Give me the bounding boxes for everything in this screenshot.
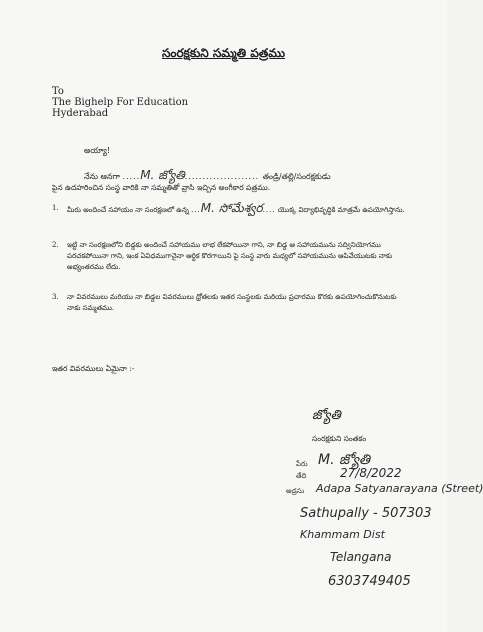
clause-1-pre: మీరు అందించే సహాయం నా సంరక్షణలో ఉన్న [67, 206, 189, 214]
clause-2-text: ఇట్టి నా సంరక్షణలోని బిడ్డకు అందించే సహాయము లాభ లేకపోయినా గాని, నా బిడ్డ ఆ సహాయమును సద్వినియోగము పరచకపోయినా గాని, ఇంక ఏవిధముగానైనా ఆర్థిక కొరగాయిని పై సంస్థ వారు మధ్యలో సహాయమును ఆపివేయుటకు నాకు అభ్యంతరము లేదు. [67, 241, 393, 271]
clause-number: 2. [52, 241, 59, 249]
intro-text: పైన ఉదహరించిన సంస్థ వారికి నా సమ్మతితో వ్రాసి ఇచ్చిన అంగీకార పత్రము. [52, 183, 271, 192]
clause-1: 1. మీరు అందించే సహాయం నా సంరక్షణలో ఉన్న ...M. సోమేశ్వర.... యొక్క విద్యాభివృద్ధికి మాత్రమే ఉపయోగిస్తాను. [52, 201, 405, 215]
clause-number: 3. [52, 293, 59, 301]
name-field-label: పేరు [296, 460, 308, 468]
other-details-label: ఇతర వివరములు ఏమైనా :- [52, 364, 135, 373]
name-suffix: తండ్రి/తల్లి/సంరక్షకుడు [262, 172, 331, 181]
phone-number: 6303749405 [328, 574, 411, 589]
address-to: To [52, 86, 64, 97]
clause-3 [52, 292, 412, 314]
address-city: Hyderabad [52, 108, 109, 119]
address-line-4: Telangana [330, 550, 392, 564]
guardian-name-handwritten: M. జ్యోతి [140, 168, 185, 182]
address-line-2: Sathupally - 507303 [300, 506, 432, 521]
date-field-label: తేది [296, 472, 307, 480]
child-name-handwritten: M. సోమేశ్వర [200, 201, 263, 215]
address-field-label: అడ్రసు [286, 487, 305, 495]
letter-title: సంరక్షకుని సమ్మతి పత్రము [161, 46, 286, 60]
clause-3-text: నా వివరములు మరియు నా బిడ్డల వివరములు ధ్రోతలకు ఇతర సంస్థలకు మరియు ప్రచారము కొరకు ఉపయోగించుకొనుటకు నాకు సమ్మతము. [67, 293, 397, 312]
name-field-value: M. జ్యోతి [318, 452, 370, 468]
address-org: The Bighelp For Education [52, 97, 189, 108]
guardian-signature: జ్యోతి [312, 408, 341, 423]
signature-label: సంరక్షకుని సంతకం [312, 434, 367, 443]
clause-number: 1. [52, 204, 59, 212]
clause-2 [52, 240, 412, 273]
guardian-name-line: నేను ఆనగా .....M. జ్యోతి..................... తండ్రి/తల్లి/సంరక్షకుడు [84, 168, 331, 182]
clause-1-post: యొక్క విద్యాభివృద్ధికి మాత్రమే ఉపయోగిస్తాను. [277, 206, 405, 214]
recipient-address [52, 86, 188, 119]
address-line-3: Khammam Dist [300, 528, 385, 541]
address-line-1: Adapa Satyanarayana (Street) [316, 482, 483, 495]
name-prefix: నేను ఆనగా [84, 172, 120, 181]
salutation: అయ్యా! [84, 146, 111, 155]
date-field-value: 27/8/2022 [340, 466, 402, 480]
